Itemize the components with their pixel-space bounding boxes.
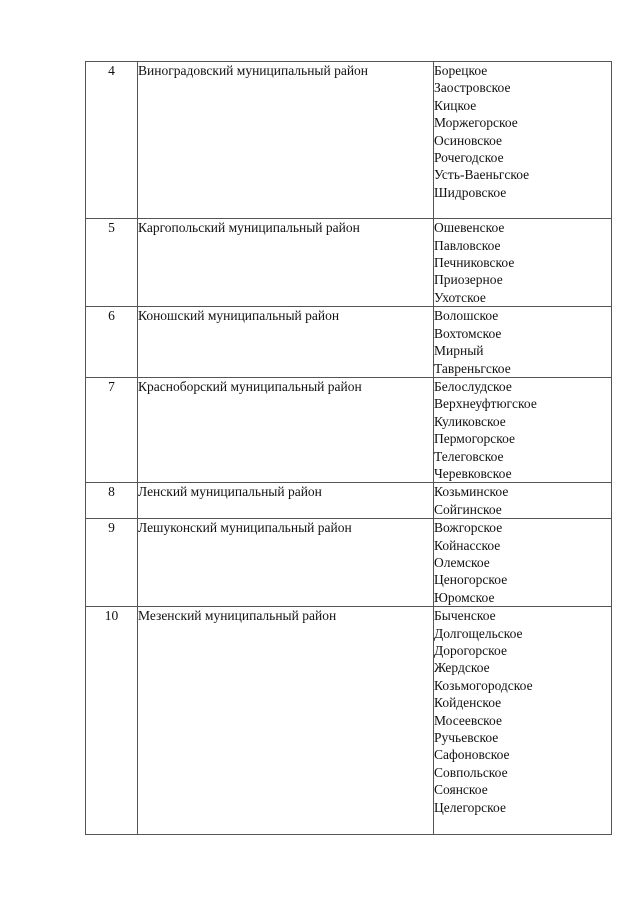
settlement-name: Заостровское (434, 80, 511, 96)
settlement-name: Козьминское (434, 484, 509, 500)
settlement-name: Козьмогородское (434, 677, 533, 693)
settlement-name: Мосеевское (434, 712, 502, 728)
settlement-name: Жердское (434, 660, 490, 676)
settlement-name: Долгощельское (434, 625, 523, 641)
settlement-list (434, 307, 612, 378)
settlement-name: Быченское (434, 608, 496, 624)
settlement-name: Осиновское (434, 132, 503, 148)
settlement-name: Рочегодское (434, 150, 504, 166)
table-row (86, 219, 612, 307)
settlement-name: Белослудское (434, 378, 512, 394)
settlement-name: Целегорское (434, 799, 506, 815)
settlement-name: Дорогорское (434, 643, 507, 658)
row-number: 9 (86, 519, 138, 607)
settlement-name: Телеговское (434, 448, 504, 464)
settlement-list (434, 607, 612, 835)
settlement-name: Волошское (434, 308, 499, 324)
settlement-name: Ухотское (434, 289, 486, 305)
settlement-name: Печниковское (434, 255, 515, 271)
table-row (86, 483, 612, 519)
districts-table-body (86, 62, 612, 835)
settlement-name: Койнасское (434, 537, 501, 553)
row-number: 10 (86, 607, 138, 835)
settlement-list (434, 519, 612, 607)
settlement-list (434, 483, 612, 519)
settlement-name: Сафоновское (434, 747, 510, 763)
row-number: 5 (86, 219, 138, 307)
settlement-name: Совпольское (434, 764, 508, 780)
district-name: Виноградовский муниципальный район (138, 62, 434, 219)
table-row (86, 519, 612, 607)
settlement-name: Соянское (434, 782, 488, 798)
district-name: Мезенский муниципальный район (138, 607, 434, 835)
settlement-name: Ручьевское (434, 730, 499, 746)
row-number: 8 (86, 483, 138, 519)
settlement-name: Койденское (434, 695, 502, 711)
settlement-name: Шидровское (434, 184, 507, 200)
settlement-name: Павловское (434, 237, 501, 253)
settlement-name: Верхнеуфтюгское (434, 396, 537, 412)
district-name: Лешуконский муниципальный район (138, 519, 434, 607)
settlement-name: Усть-Ваеньгское (434, 167, 530, 183)
settlement-name: Кицкое (434, 97, 477, 113)
row-number: 4 (86, 62, 138, 219)
district-name: Ленский муниципальный район (138, 483, 434, 519)
settlement-name: Ошевенское (434, 220, 505, 236)
settlement-name: Юромское (434, 589, 495, 605)
table-row (86, 62, 612, 219)
settlement-name: Куликовское (434, 413, 506, 429)
settlement-list (434, 377, 612, 482)
table-row (86, 307, 612, 378)
settlement-name: Вохтомское (434, 325, 502, 341)
row-number: 7 (86, 377, 138, 482)
settlement-name: Ценогорское (434, 572, 508, 588)
settlement-name: Мирный (434, 343, 484, 359)
row-number: 6 (86, 307, 138, 378)
settlement-name: Тавреньгское (434, 360, 511, 376)
settlement-name: Пермогорское (434, 431, 516, 447)
settlement-name: Вожгорское (434, 520, 503, 536)
district-name: Красноборский муниципальный район (138, 377, 434, 482)
district-name: Каргопольский муниципальный район (138, 219, 434, 307)
settlement-name: Черевковское (434, 465, 512, 481)
settlement-name: Приозерное (434, 272, 503, 288)
settlement-list (434, 62, 612, 219)
table-row (86, 607, 612, 835)
settlement-name: Моржегорское (434, 115, 518, 131)
settlement-name: Сойгинское (434, 501, 502, 517)
settlement-name: Борецкое (434, 63, 488, 78)
district-name: Коношский муниципальный район (138, 307, 434, 378)
districts-table (85, 61, 612, 835)
settlement-list (434, 219, 612, 307)
table-row (86, 377, 612, 482)
settlement-name: Олемское (434, 554, 490, 570)
